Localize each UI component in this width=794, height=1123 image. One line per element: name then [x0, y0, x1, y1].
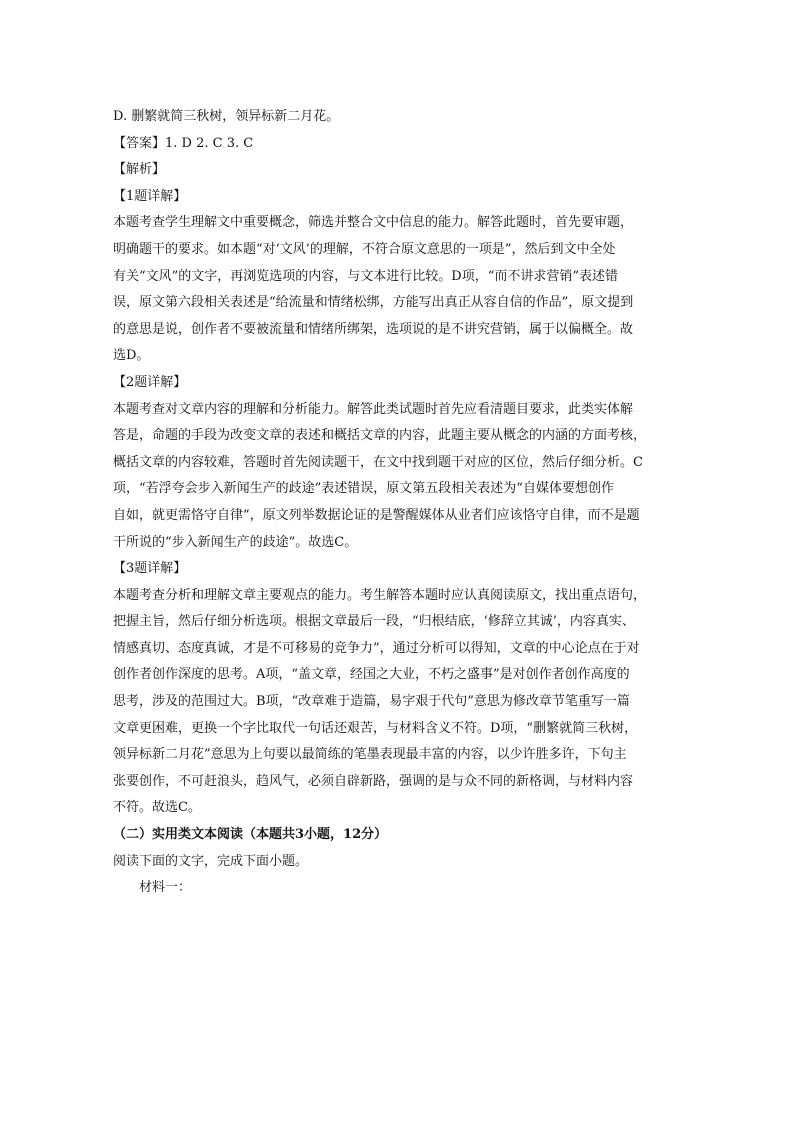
q3-line: 创作者创作深度的思考。A项，“盖文章，经国之大业，不朽之盛事”是对创作者创作高度的	[113, 667, 630, 683]
answer-line: 【答案】1. D 2. C 3. C	[113, 135, 254, 151]
q2-line: 概括文章的内容较难，答题时首先阅读题干，在文中找到题干对应的区位，然后仔细分析。C	[113, 454, 643, 470]
q1-line: 本题考查学生理解文中重要概念，筛选并整合文中信息的能力。解答此题时，首先要审题，	[113, 215, 634, 231]
q3-line: 文章更困难，更换一个字比取代一句话还艰苦，与材料含义不符。D项，“删繁就简三秋树，	[113, 720, 638, 736]
q3-line: 情感真切、态度真诚，才是不可移易的竞争力”，通过分析可以得知，文章的中心论点在于对	[113, 640, 640, 656]
analysis-heading: 【解析】	[113, 162, 166, 178]
document-page	[113, 104, 681, 902]
option-d: D. 删繁就简三秋树，领异标新二月花。	[113, 109, 340, 124]
q1-line: 选D。	[113, 348, 150, 364]
q3-heading: 【3题详解】	[113, 561, 187, 577]
q3-line: 不符。故选C。	[113, 800, 201, 816]
q1-line: 的意思是说，创作者不要被流量和情绪所绑架，选项说的是不讲究营销，属于以偏概全。故	[113, 321, 634, 337]
q2-line: 本题考查对文章内容的理解和分析能力。解答此类试题时首先应看清题目要求，此类实体解	[113, 401, 634, 417]
q3-line: 领异标新二月花”意思为上句要以最简练的笔墨表现最丰富的内容，以少许胜多许，下句主	[113, 747, 627, 763]
q2-line: 干所说的“步入新闻生产的歧途”。故选C。	[113, 534, 358, 550]
q2-line: 自如，就更需恪守自律”，原文列举数据论证的是警醒媒体从业者们应该恪守自律，而不是题	[113, 507, 640, 523]
q1-line: 明确题干的要求。如本题“对‘文风’的理解，不符合原文意思的一项是”，然后到文中全处	[113, 241, 616, 257]
q1-heading: 【1题详解】	[113, 188, 187, 204]
q3-line: 思考，涉及的范围过大。B项，“改章难于造篇，易字艰于代句”意思为修改章节笔重写一篇	[113, 694, 630, 710]
material-label: 材料一：	[139, 880, 192, 896]
instruction-line: 阅读下面的文字，完成下面小题。	[113, 853, 309, 869]
q2-heading: 【2题详解】	[113, 374, 187, 390]
q1-line: 误，原文第六段相关表述是“给流量和情绪松绑，方能写出真正从容自信的作品”，原文提到	[113, 295, 634, 311]
q1-line: 有关“文风”的文字，再浏览选项的内容，与文本进行比较。D项，“而不讲求营销”表述错	[113, 268, 619, 284]
q3-line: 把握主旨，然后仔细分析选项。根据文章最后一段，“归根结底，‘修辞立其诚’，内容真实、	[113, 614, 635, 630]
q3-line: 张要创作，不可赶浪头，趋风气，必须自辟新路，强调的是与众不同的新格调，与材料内容	[113, 773, 634, 789]
q3-line: 本题考查分析和理解文章主要观点的能力。考生解答本题时应认真阅读原文，找出重点语句，	[113, 587, 647, 603]
q2-line: 项，“若浮夸会步入新闻生产的歧途”表述错误，原文第五段相关表述为“自媒体要想创作	[113, 481, 614, 497]
section-heading: （二）实用类文本阅读（本题共3小题，12分）	[113, 827, 388, 843]
q2-line: 答是，命题的手段为改变文章的表述和概括文章的内容，此题主要从概念的内涵的方面考核，	[113, 428, 647, 444]
